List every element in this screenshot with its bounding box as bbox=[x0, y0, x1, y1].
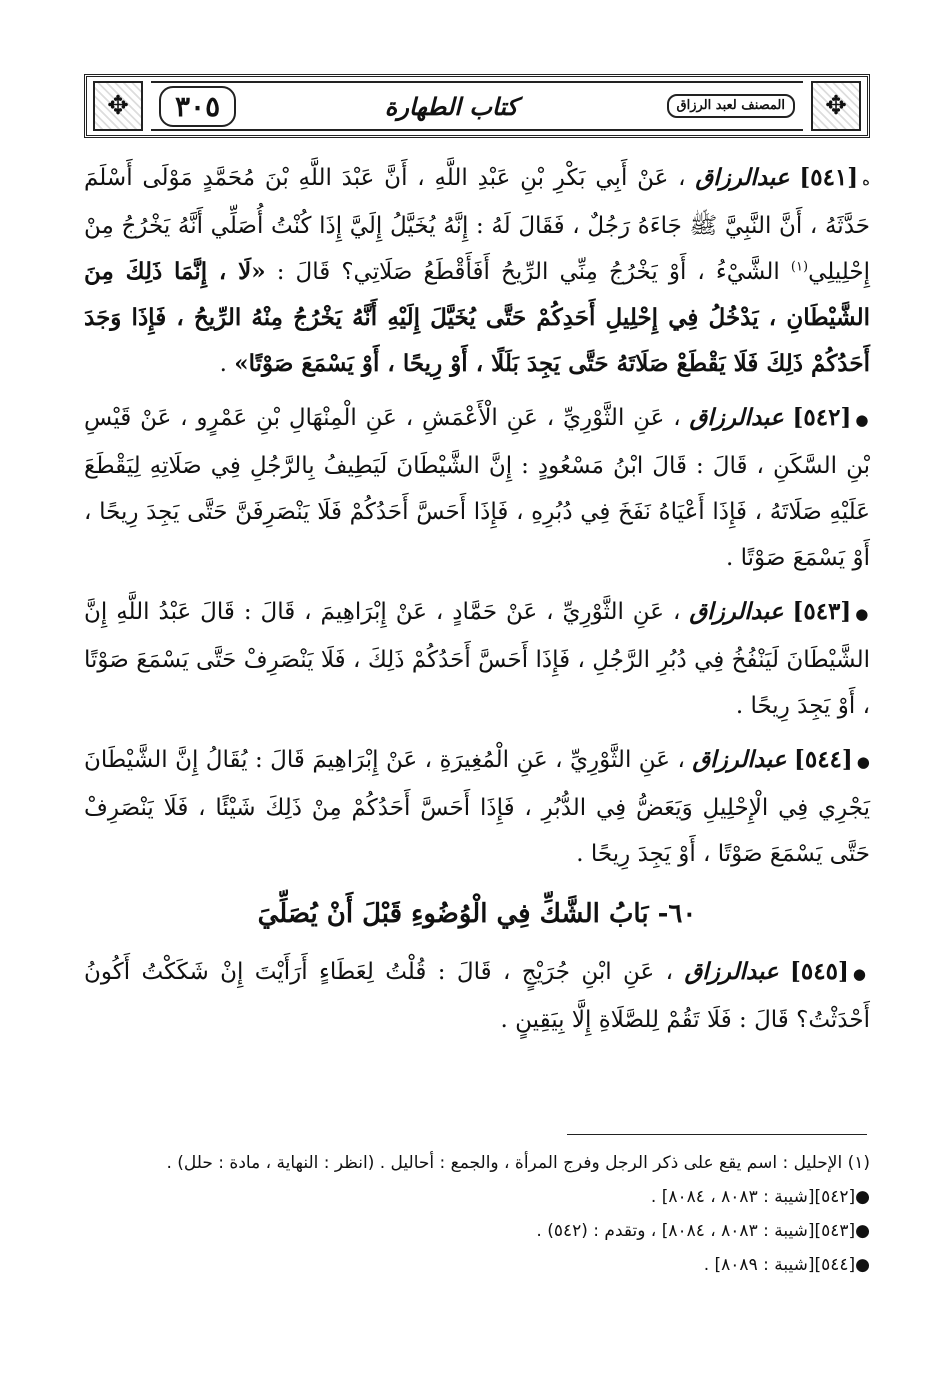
para-end: . bbox=[219, 351, 235, 377]
book-seal: المصنف لعبد الرزاق bbox=[667, 94, 796, 118]
hadith-542 bbox=[84, 395, 870, 581]
main-text bbox=[84, 155, 870, 1051]
para-marker: ه bbox=[862, 171, 871, 189]
narrator: عبدالرزاق bbox=[684, 958, 779, 985]
footnote-544: ●[٥٤٤][شيبة : ٨٠٨٩] . bbox=[703, 1255, 870, 1275]
ornament-left: ✥ bbox=[811, 81, 861, 131]
chapter-heading: ٦٠- بَابُ الشَّكِّ فِي الْوُضُوءِ قَبْلَ أَنْ يُصَلِّيَ bbox=[257, 899, 697, 929]
hadith-text: ، عَنِ الثَّوْرِيِّ ، عَنِ الْأَعْمَشِ ، عَنِ الْمِنْهَالِ بْنِ عَمْرٍو ، عَنْ قَيْسِ بْنِ السَّكَنِ ، قَالَ : قَالَ ابْنُ مَسْعُودٍ : إِنَّ الشَّيْطَانَ لَيَطِيفُ بِالرَّجُلِ فِي صَلَاتِهِ لِيَقْطَعَ عَلَيْهِ صَلَاتَهُ ، فَإِذَا أَعْيَاهُ نَفَخَ فِي دُبُرِهِ ، فَإِذَا أَحَسَّ أَحَدُكُمْ فَلَا يَنْصَرِفَنَّ حَتَّى يَجِدَ رِيحًا ، أَوْ يَسْمَعَ صَوْتًا . bbox=[84, 405, 870, 571]
hadith-text-2: الشَّيْءُ ، أَوْ يَخْرُجُ مِنِّي الرِّيحُ أَفَأَقْطَعُ صَلَاتِي؟ قَالَ : bbox=[276, 259, 780, 285]
hadith-text: ، عَنِ الثَّوْرِيِّ ، عَنْ حَمَّادٍ ، عَنْ إِبْرَاهِيمَ ، قَالَ : قَالَ عَبْدُ اللَّهِ إِنَّ الشَّيْطَانَ لَيَنْفُخُ فِي دُبُرِ الرَّجُلِ ، فَإِذَا أَحَسَّ أَحَدُكُمْ ذَلِكَ ، فَلَا يَنْصَرِفْ حَتَّى يَسْمَعَ صَوْتًا ، أَوْ يَجِدَ رِيحًا . bbox=[84, 599, 870, 719]
footnote-1: (١) الإحليل : اسم يقع على ذكر الرجل وفرج المرأة ، والجمع : أحاليل . (انظر : النهاية ، مادة : حلل) . bbox=[166, 1153, 870, 1173]
page-number: ٣٠٥ bbox=[159, 86, 236, 127]
hadith-543 bbox=[84, 589, 870, 729]
para-marker: ● bbox=[855, 411, 870, 429]
hadith-text: ، عَنْ أَبِي بَكْرِ بْنِ عَبْدِ اللَّهِ ، أَنَّ عَبْدَ اللَّهِ بْنَ مُحَمَّدٍ مَوْلَى أَسْلَمَ حَدَّثَهُ ، أَنَّ النَّبِيَّ ﷺ جَاءَهُ رَجُلٌ ، فَقَالَ لَهُ : إِنَّهُ يُخَيَّلُ إِلَيَّ إِذَا كُنْتُ أُصَلِّي أَنَّهُ يَخْرُجُ مِنْ إِحْلِيلِي bbox=[84, 165, 871, 285]
hadith-text: ، عَنِ الثَّوْرِيِّ ، عَنِ الْمُغِيرَةِ ، عَنْ إِبْرَاهِيمَ قَالَ : يُقَالُ إِنَّ الشَّيْطَانَ يَجْرِي فِي الْإِحْلِيلِ وَيَعَضُّ فِي الدُّبُرِ ، فَإِذَا أَحَسَّ أَحَدُكُمْ مِنْ ذَلِكَ شَيْئًا ، فَلَا يَنْصَرِفْ حَتَّى يَسْمَعَ صَوْتًا ، أَوْ يَجِدَ رِيحًا . bbox=[84, 747, 870, 867]
narrator: عبدالرزاق bbox=[695, 164, 790, 191]
ornament-right: ✥ bbox=[93, 81, 143, 131]
hadith-545 bbox=[84, 949, 870, 1043]
hadith-number: [٥٤٢] bbox=[792, 404, 852, 431]
narrator: عبدالرزاق bbox=[689, 404, 784, 431]
hadith-text: ، عَنِ ابْنِ جُرَيْجٍ ، قَالَ : قُلْتُ لِعَطَاءٍ أَرَأَيْتَ إِنْ شَكَكْتُ أَكُونُ أَحْدَثْتُ؟ قَالَ : فَلَا تَقُمْ لِلصَّلَاةِ إِلَّا بِيَقِينٍ . bbox=[84, 959, 870, 1033]
narrator: عبدالرزاق bbox=[689, 598, 784, 625]
narrator: عبدالرزاق bbox=[692, 746, 787, 773]
footnote-543: ●[٥٤٣][شيبة : ٨٠٨٣ ، ٨٠٨٤] ، وتقدم : (٥٤٢) . bbox=[536, 1221, 870, 1241]
footnote-ref: (١) bbox=[790, 259, 809, 275]
footnote-542: ●[٥٤٢][شيبة : ٨٠٨٣ ، ٨٠٨٤] . bbox=[650, 1187, 870, 1207]
page-header bbox=[84, 74, 870, 138]
hadith-number: [٥٤٣] bbox=[792, 598, 852, 625]
hadith-number: [٥٤١] bbox=[799, 164, 859, 191]
footnote-divider bbox=[567, 1134, 867, 1135]
hadith-541 bbox=[84, 155, 870, 387]
prophetic-quote: «لَا ، إِنَّمَا ذَلِكَ مِنَ الشَّيْطَانِ ، يَدْخُلُ فِي إِحْلِيلِ أَحَدِكُمْ حَتَّى يُخَيَّلَ إِلَيْهِ أَنَّهُ يَخْرُجُ مِنْهُ الرِّيحُ ، فَإِذَا وَجَدَ أَحَدُكُمْ ذَلِكَ فَلَا يَقْطَعْ صَلَاتَهُ حَتَّى يَجِدَ بَلَلًا ، أَوْ رِيحًا ، أَوْ يَسْمَعَ صَوْتًا» bbox=[84, 258, 870, 377]
footnotes bbox=[84, 1146, 870, 1282]
header-band bbox=[151, 81, 803, 131]
hadith-number: [٥٤٤] bbox=[793, 746, 853, 773]
hadith-number: [٥٤٥] bbox=[790, 958, 849, 985]
para-marker: ● bbox=[852, 965, 871, 983]
book-title: كتاب الطهارة bbox=[384, 91, 518, 121]
para-marker: ● bbox=[855, 605, 871, 623]
para-marker: ● bbox=[856, 753, 871, 771]
hadith-544 bbox=[84, 737, 870, 877]
